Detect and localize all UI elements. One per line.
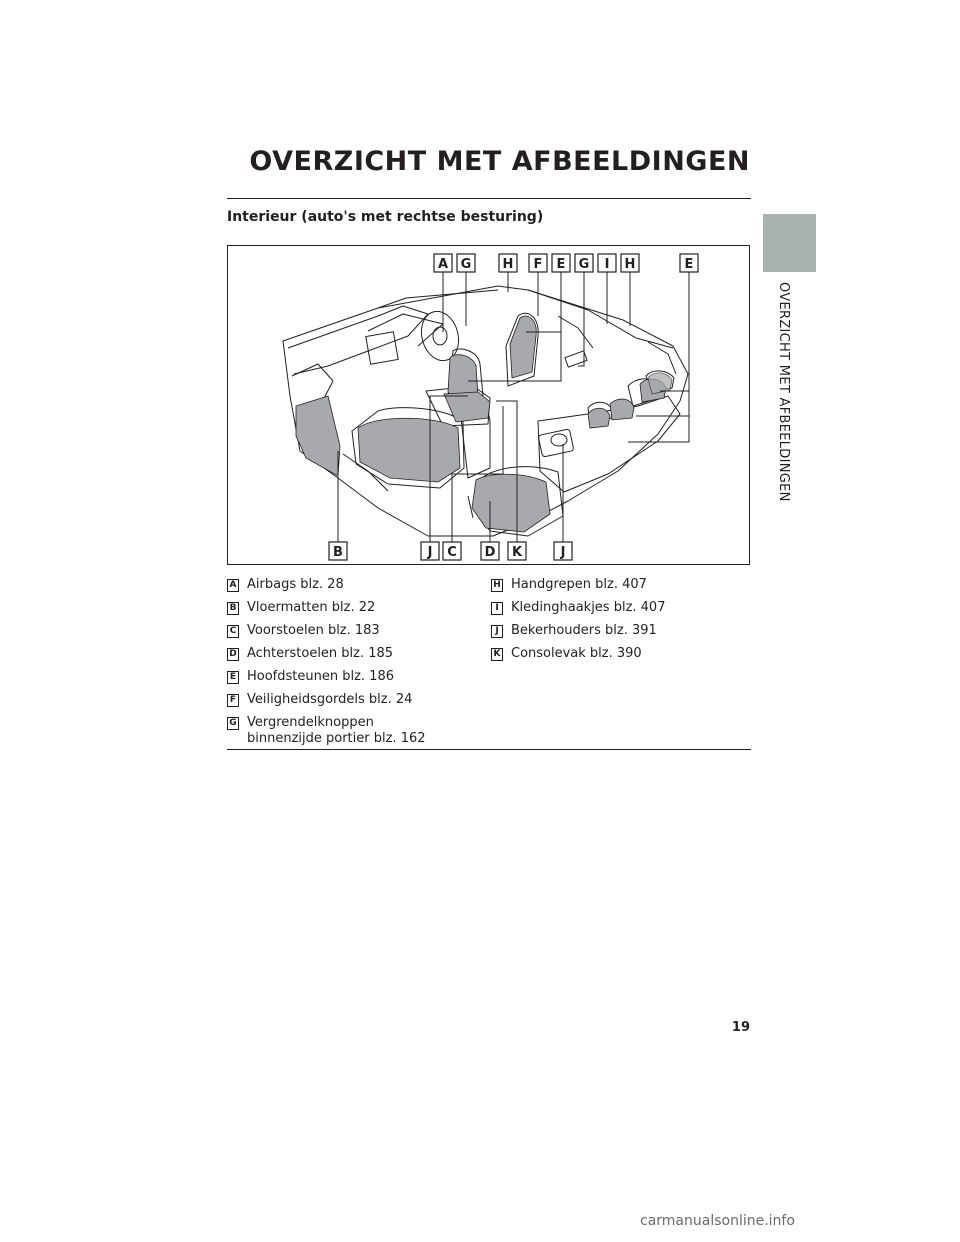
svg-text:G: G [578, 257, 590, 272]
svg-text:K: K [511, 545, 523, 560]
svg-text:C: C [447, 545, 457, 560]
legend-text: Bekerhouders blz. 391 [511, 623, 657, 638]
legend-item-veiligheidsgordels[interactable] [227, 692, 477, 708]
legend-key-f: F [227, 694, 239, 707]
callout-k-bottom [508, 542, 526, 560]
callout-d-bottom [481, 542, 499, 560]
section-title: Interieur (auto's met rechtse besturing) [227, 209, 544, 225]
legend-key-k: K [491, 648, 503, 661]
legend-key-a: A [227, 579, 239, 592]
legend-text: Consolevak blz. 390 [511, 646, 642, 661]
callout-j-bottom-2 [554, 542, 572, 560]
legend-text: Voorstoelen blz. 183 [247, 623, 380, 638]
legend-text: Veiligheidsgordels blz. 24 [247, 692, 413, 707]
legend-text: Kledinghaakjes blz. 407 [511, 600, 666, 615]
legend-item-vergrendelknoppen[interactable] [227, 715, 477, 747]
chapter-tab[interactable] [763, 214, 816, 272]
page-number: 19 [731, 1020, 750, 1035]
legend-text: Hoofdsteunen blz. 186 [247, 669, 394, 684]
callout-i-top [598, 254, 616, 272]
legend-item-kledinghaakjes[interactable] [491, 600, 751, 616]
callout-g-top [457, 254, 475, 272]
legend-right [491, 577, 751, 669]
svg-text:H: H [624, 257, 636, 272]
svg-text:J: J [560, 545, 566, 560]
legend-key-h: H [491, 579, 503, 592]
svg-text:G: G [460, 257, 472, 272]
car-interior-drawing [228, 246, 750, 565]
svg-text:D: D [484, 545, 496, 560]
legend-key-d: D [227, 648, 239, 661]
legend-key-g: G [227, 717, 239, 730]
legend-item-vloermatten[interactable] [227, 600, 477, 616]
legend-key-i: I [491, 602, 503, 615]
callout-h-top [499, 254, 517, 272]
legend-key-b: B [227, 602, 239, 615]
callout-e-top [552, 254, 570, 272]
legend-item-handgrepen[interactable] [491, 577, 751, 593]
legend-text: Achterstoelen blz. 185 [247, 646, 394, 661]
callout-a-top [434, 254, 452, 272]
svg-text:E: E [556, 257, 566, 272]
legend-text: Handgrepen blz. 407 [511, 577, 647, 592]
legend-key-j: J [491, 625, 503, 638]
legend-item-airbags[interactable] [227, 577, 477, 593]
callout-b-bottom [329, 542, 347, 560]
legend-item-hoofdsteunen[interactable] [227, 669, 477, 685]
callout-e-top-2 [680, 254, 698, 272]
legend-text: Vergrendelknoppen binnenzijde portier blz. 162 [247, 715, 426, 746]
svg-text:A: A [437, 257, 449, 272]
legend-left [227, 577, 477, 754]
legend-key-c: C [227, 625, 239, 638]
interior-illustration [227, 245, 750, 565]
svg-text:F: F [533, 257, 543, 272]
svg-text:E: E [684, 257, 694, 272]
callout-h-top-2 [621, 254, 639, 272]
chapter-tab-label: OVERZICHT MET AFBEELDINGEN [776, 282, 791, 502]
legend-text: Vloermatten blz. 22 [247, 600, 376, 615]
callout-g-top-2 [575, 254, 593, 272]
legend-item-achterstoelen[interactable] [227, 646, 477, 662]
legend-item-voorstoelen[interactable] [227, 623, 477, 639]
svg-text:B: B [333, 545, 343, 560]
page-title: OVERZICHT MET AFBEELDINGEN [249, 146, 750, 177]
callout-c-bottom [443, 542, 461, 560]
svg-text:H: H [502, 257, 514, 272]
bottom-callouts [329, 542, 572, 560]
legend-key-e: E [227, 671, 239, 684]
callout-f-top [529, 254, 547, 272]
legend-item-consolevak[interactable] [491, 646, 751, 662]
top-callouts [434, 254, 698, 272]
legend-text: Airbags blz. 28 [247, 577, 344, 592]
callout-j-bottom [421, 542, 439, 560]
watermark[interactable]: carmanualsonline.info [640, 1213, 795, 1229]
header-divider [227, 198, 751, 199]
svg-text:I: I [604, 257, 610, 272]
svg-text:J: J [427, 545, 433, 560]
legend-item-bekerhouders[interactable] [491, 623, 751, 639]
footer-divider [227, 749, 751, 750]
